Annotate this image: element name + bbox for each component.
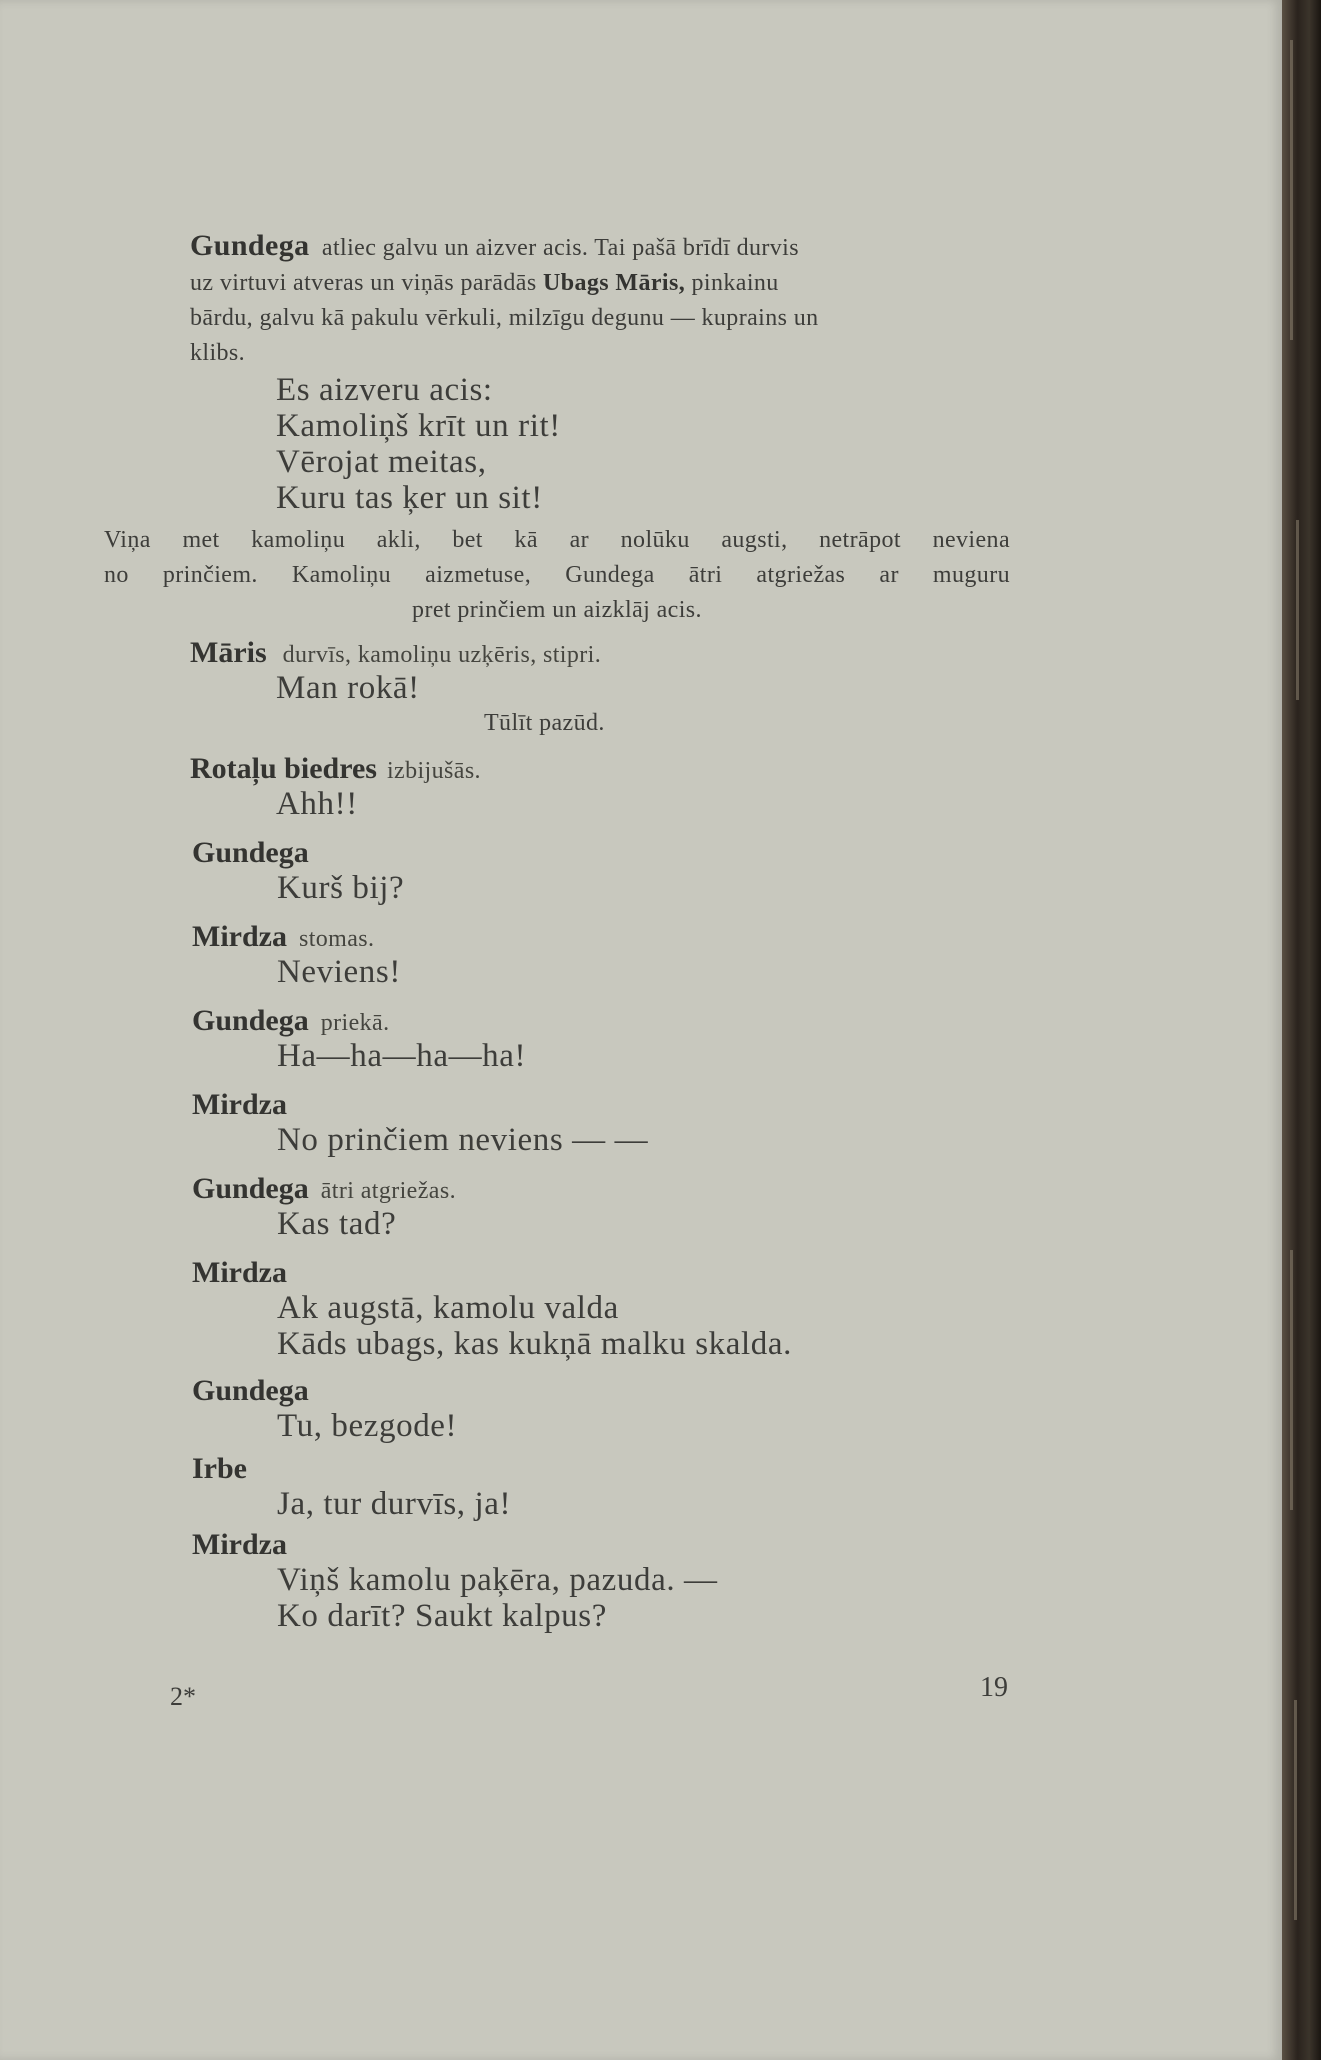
stage-direction: durvīs, kamoliņu uzķēris, stipri. [282, 642, 602, 668]
stage-direction: priekā. [320, 1010, 390, 1036]
speaker-name: Māris [190, 636, 267, 669]
dialogue-entry [192, 1528, 1092, 1634]
speech-line: Ha—ha—ha—ha! [277, 1038, 527, 1074]
dialogue-entry [192, 1088, 1092, 1172]
stage-direction-block [104, 523, 1010, 628]
speech-line: No prinčiem neviens — — [277, 1122, 649, 1158]
stage-direction: stomas. [298, 926, 375, 952]
dialogue-entry [192, 1004, 1092, 1088]
speaker-name: Gundega [192, 1172, 309, 1205]
speech-line: Ja, tur durvīs, ja! [277, 1486, 512, 1522]
verse-line: Kamoliņš krīt un rit! [276, 408, 561, 444]
speech-line: Man rokā! [276, 670, 420, 706]
verse-line: Kuru tas ķer un sit! [276, 480, 543, 516]
dialogue-entry [192, 836, 1092, 920]
speech-line: Kas tad? [277, 1206, 397, 1242]
stage-direction: pinkainu [691, 270, 779, 296]
stage-direction: Tūlīt pazūd. [484, 710, 605, 736]
speaker-name: Mirdza [192, 1088, 287, 1121]
stage-direction: no prinčiem. Kamoliņu aizmetuse, Gundega ātri atgriežas ar muguru [104, 562, 1010, 588]
stage-direction: ātri atgriežas. [320, 1178, 456, 1204]
dialogue-entry [192, 1452, 1092, 1528]
speaker-name: Irbe [192, 1452, 247, 1485]
speech-line: Ak augstā, kamolu valda [277, 1290, 619, 1326]
dialogue-entry [192, 920, 1092, 1004]
rotalu-block [190, 752, 481, 822]
speech-line: Ahh!! [276, 786, 358, 822]
signature-mark: 2* [170, 1682, 196, 1711]
speaker-name: Gundega [192, 1374, 309, 1407]
stage-direction: bārdu, galvu kā pakulu vērkuli, milzīgu degunu — kuprains un [190, 305, 819, 331]
character-name: Ubags Māris, [542, 270, 686, 296]
speech-line: Viņš kamolu paķēra, pazuda. — [277, 1562, 718, 1598]
book-spine-edge [1282, 0, 1321, 2060]
dialogue [192, 836, 1092, 1634]
stage-direction: Viņa met kamoliņu akli, bet kā ar nolūku augsti, netrāpot neviena [104, 527, 1010, 553]
speech-line: Neviens! [277, 954, 401, 990]
intro-paragraph [190, 228, 1030, 371]
verse-line: Es aizveru acis: [276, 372, 493, 408]
stage-direction: uz virtuvi atveras un viņās parādās [190, 270, 537, 296]
stage-direction: izbijušās. [386, 758, 481, 784]
speech-line: Kurš bij? [277, 870, 405, 906]
speaker-name: Mirdza [192, 920, 287, 953]
verse-line: Vērojat meitas, [276, 444, 487, 480]
verse-block [276, 372, 561, 516]
speaker-name: Mirdza [192, 1528, 287, 1561]
speech-line: Ko darīt? Saukt kalpus? [277, 1598, 607, 1634]
speaker-name: Gundega [192, 836, 309, 869]
speech-line: Kāds ubags, kas kukņā malku skalda. [277, 1326, 792, 1362]
dialogue-entry [192, 1172, 1092, 1256]
stage-direction: atliec galvu un aizver acis. Tai pašā brīdī durvis [321, 235, 799, 261]
stage-direction: pret prinčiem un aizklāj acis. [412, 597, 702, 623]
speaker-name: Gundega [192, 1004, 309, 1037]
dialogue-entry [192, 1256, 1092, 1374]
speaker-name: Mirdza [192, 1256, 287, 1289]
speaker-name: Rotaļu biedres [190, 752, 377, 785]
dialogue-entry [192, 1374, 1092, 1452]
speech-line: Tu, bezgode! [277, 1408, 458, 1444]
page-number: 19 [980, 1672, 1008, 1703]
maris-block [190, 636, 605, 741]
stage-direction: klibs. [190, 340, 246, 366]
speaker-name: Gundega [190, 229, 310, 262]
